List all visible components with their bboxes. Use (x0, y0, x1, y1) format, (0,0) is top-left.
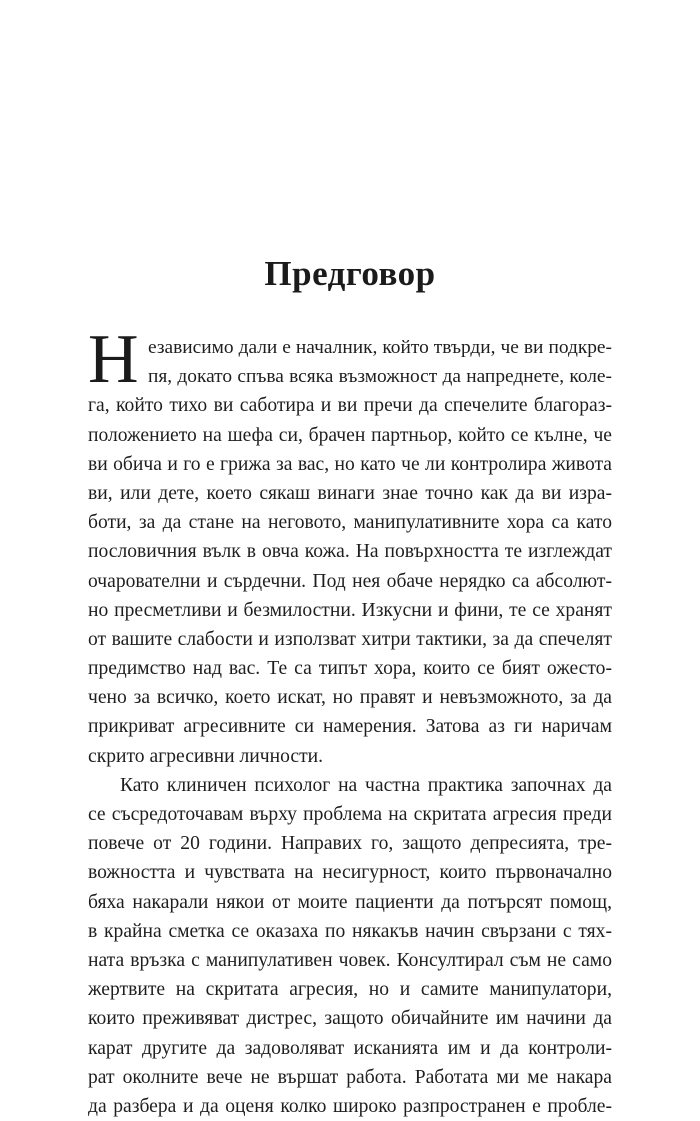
text-line: предимство над вас. Те са типът хора, които се бият ожесто- (88, 658, 612, 680)
text-line: повече от 20 години. Направих го, защото депресията, тре- (88, 833, 612, 855)
text-line: пя, докато спъва всяка възможност да напреднете, коле- (148, 366, 612, 388)
text-line: в крайна сметка се оказаха по някакъв начин свързани с тях- (88, 920, 612, 942)
text-line: га, който тихо ви саботира и ви пречи да спечелите благораз- (88, 395, 612, 417)
text-line: жертвите на скритата агресия, но и самите манипулатори, (88, 979, 612, 1001)
text-line: които преживяват дистрес, защото обичайните им начини да (88, 1008, 612, 1030)
text-line: от вашите слабости и използват хитри тактики, за да спечелят (88, 628, 612, 650)
text-line: чено за всичко, което искат, но правят и невъзможното, за да (88, 687, 612, 709)
text-line: боти, за да стане на неговото, манипулативните хора са като (88, 512, 612, 534)
paragraph-2 (88, 771, 612, 1121)
text-line: бяха накарали някои от моите пациенти да потърсят помощ, (88, 891, 612, 913)
text-line: езависимо дали е началник, който твърди, че ви подкре- (148, 337, 612, 358)
text-line: рат околните вече не вършат работа. Работата ми ме накара (88, 1066, 612, 1088)
text-line: се съсредоточавам върху проблема на скритата агресия преди (88, 804, 612, 825)
text-line: Като клиничен психолог на частна практика започнах да (120, 774, 612, 796)
drop-cap-letter: Н (88, 321, 139, 398)
text-line: очарователни и сърдечни. Под нея обаче нерядко са абсолют- (88, 570, 612, 592)
text-line: но пресметливи и безмилостни. Изкусни и фини, те се хранят (88, 599, 612, 621)
text-line: скрито агресивни личности. (88, 745, 324, 767)
text-line: ви, или дете, което сякаш винаги знае точно как да ви изра- (88, 482, 612, 504)
text-line: ви обича и го е грижа за вас, но като че ли контролира живота (88, 453, 612, 475)
text-line: положението на шефа си, брачен партньор, който се кълне, че (88, 424, 612, 446)
text-line: вожността и чувствата на несигурност, които първоначално (88, 862, 612, 884)
chapter-title: Предговор (264, 254, 436, 293)
chapter-body (88, 321, 612, 1121)
text-line: карат другите да задоволяват исканията им и да контроли- (88, 1037, 612, 1059)
text-line: пословичния вълк в овча кожа. На повърхността те изглеждат (88, 541, 612, 563)
text-line: ната връзка с манипулативен човек. Консултирал съм не само (88, 949, 612, 971)
text-line: да разбера и да оценя колко широко разпространен е пробле- (88, 1095, 612, 1117)
text-line: прикриват агресивните си намерения. Затова аз ги наричам (88, 716, 612, 738)
paragraph-1 (88, 321, 612, 771)
